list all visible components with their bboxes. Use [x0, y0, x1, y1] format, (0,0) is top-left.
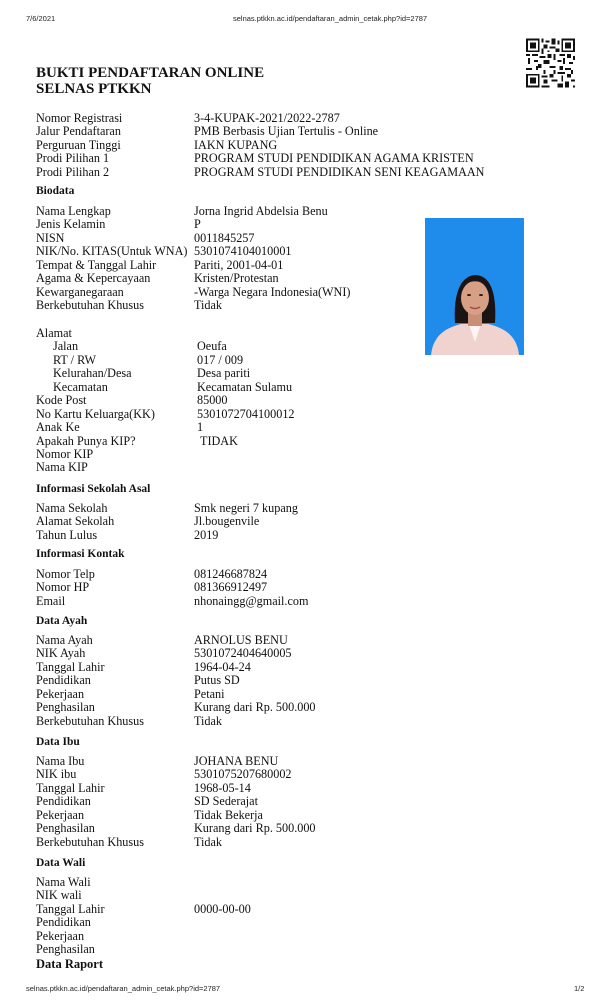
section-heading-biodata: Biodata	[36, 185, 75, 197]
info-row	[36, 568, 416, 581]
row-value: PROGRAM STUDI PENDIDIKAN AGAMA KRISTEN	[194, 151, 474, 166]
row-label: Penghasilan	[36, 821, 95, 836]
row-label: Berkebutuhan Khusus	[36, 298, 144, 313]
section-heading-ayah: Data Ayah	[36, 615, 88, 627]
row-value: Jorna Ingrid Abdelsia Benu	[194, 204, 328, 218]
row-label: Prodi Pilihan 2	[36, 164, 110, 179]
section-heading-kontak: Informasi Kontak	[36, 548, 125, 560]
info-row	[36, 701, 416, 714]
page-number: 1/2	[574, 984, 585, 993]
ayah-section	[36, 634, 416, 728]
row-value: Tidak	[194, 834, 222, 849]
info-row	[36, 768, 416, 781]
print-date: 7/6/2021	[26, 14, 56, 23]
info-row	[36, 836, 416, 849]
row-label: Pekerjaan	[36, 928, 85, 943]
info-row	[36, 367, 416, 380]
row-label: Kelurahan/Desa	[53, 366, 132, 381]
row-label: Nama Wali	[36, 875, 91, 889]
row-value: 5301072404640005	[194, 646, 292, 661]
alamat-section	[36, 327, 416, 475]
row-label: Nama Ibu	[36, 754, 85, 768]
row-label: No Kartu Keluarga(KK)	[36, 406, 155, 421]
section-heading-wali: Data Wali	[36, 857, 86, 869]
row-label: Penghasilan	[36, 700, 95, 715]
row-label: RT / RW	[53, 352, 97, 367]
info-row	[36, 286, 416, 299]
info-row	[36, 795, 416, 808]
info-row	[36, 381, 416, 394]
sekolah-section	[36, 502, 416, 542]
row-label: Apakah Punya KIP?	[36, 433, 136, 448]
info-row	[36, 822, 416, 835]
row-label: NISN	[36, 230, 65, 245]
row-label: Tanggal Lahir	[36, 901, 105, 916]
row-label: Agama & Kepercayaan	[36, 271, 151, 286]
row-label: Kecamatan	[53, 379, 108, 394]
info-row	[36, 515, 416, 528]
row-value: -Warga Negara Indonesia(WNI)	[194, 284, 351, 299]
section-heading-raport: Data Raport	[36, 957, 104, 971]
row-value: 081246687824	[194, 567, 268, 581]
row-value: 1968-05-14	[194, 780, 251, 795]
info-row	[36, 809, 416, 822]
qr-code-icon	[526, 38, 575, 88]
row-value: TIDAK	[200, 433, 238, 448]
info-row	[36, 245, 416, 258]
info-row	[36, 715, 416, 728]
row-value: PROGRAM STUDI PENDIDIKAN SENI KEAGAMAAN	[194, 164, 485, 179]
row-label: Nama Lengkap	[36, 204, 111, 218]
row-value: Oeufa	[197, 339, 227, 354]
row-value: Tidak	[194, 298, 222, 313]
info-row	[36, 661, 416, 674]
row-label: Nomor Registrasi	[36, 111, 123, 125]
row-value: Tidak	[194, 713, 222, 728]
row-value: JOHANA BENU	[194, 754, 279, 768]
applicant-photo	[425, 218, 524, 355]
page-title	[36, 65, 264, 97]
row-value: Jl.bougenvile	[194, 514, 260, 529]
row-value: 85000	[197, 393, 228, 408]
info-row	[36, 354, 416, 367]
row-value: Kurang dari Rp. 500.000	[194, 700, 316, 715]
row-label: Pendidikan	[36, 673, 91, 688]
info-row	[36, 448, 416, 461]
row-label: Email	[36, 593, 66, 608]
info-row	[36, 502, 416, 515]
row-label: Nomor HP	[36, 580, 90, 595]
row-label: Pendidikan	[36, 915, 91, 930]
info-row	[36, 232, 416, 245]
info-row	[36, 394, 416, 407]
row-value: 5301074104010001	[194, 244, 292, 259]
row-label: Nomor KIP	[36, 446, 94, 461]
row-label: NIK Ayah	[36, 646, 86, 661]
info-row	[36, 647, 416, 660]
row-value: Pariti, 2001-04-01	[194, 257, 284, 272]
row-value: 5301072704100012	[197, 406, 295, 421]
row-value: Kurang dari Rp. 500.000	[194, 821, 316, 836]
row-label: Prodi Pilihan 1	[36, 151, 110, 166]
info-row	[36, 930, 416, 943]
row-value: Smk negeri 7 kupang	[194, 501, 298, 515]
row-label: Penghasilan	[36, 942, 95, 957]
print-footer-url: selnas.ptkkn.ac.id/pendaftaran_admin_cetak.php?id=2787	[26, 984, 221, 993]
info-row	[36, 205, 416, 218]
row-value: 0011845257	[194, 230, 255, 245]
row-value: 1964-04-24	[194, 659, 251, 674]
info-row	[36, 408, 416, 421]
info-row	[36, 340, 416, 353]
row-label: Alamat	[36, 326, 72, 340]
row-label: Berkebutuhan Khusus	[36, 834, 144, 849]
info-row	[36, 674, 416, 687]
info-row	[36, 529, 416, 542]
row-label: Alamat Sekolah	[36, 514, 115, 529]
row-label: Nama Ayah	[36, 633, 93, 647]
info-row	[36, 139, 416, 152]
info-row	[36, 782, 416, 795]
info-row	[36, 112, 416, 125]
info-row	[36, 164, 485, 179]
row-value: 5301075207680002	[194, 767, 292, 782]
row-label: Nama Sekolah	[36, 501, 108, 515]
info-row	[36, 581, 416, 594]
info-row	[36, 903, 416, 916]
info-row	[36, 421, 416, 434]
registration-section	[36, 111, 485, 179]
row-label: Tempat & Tanggal Lahir	[36, 257, 157, 272]
info-row	[36, 634, 416, 647]
title-line-1: BUKTI PENDAFTARAN ONLINE	[36, 65, 265, 81]
print-header-url: selnas.ptkkn.ac.id/pendaftaran_admin_cetak.php?id=2787	[233, 14, 428, 23]
section-heading-sekolah: Informasi Sekolah Asal	[36, 483, 151, 495]
info-row	[36, 943, 416, 956]
row-label: Kewarganegaraan	[36, 284, 124, 299]
row-value: SD Sederajat	[194, 794, 258, 809]
row-value: 081366912497	[194, 580, 268, 595]
row-value: 1	[197, 420, 204, 435]
kontak-section	[36, 568, 416, 608]
row-value: Desa pariti	[197, 366, 251, 381]
row-label: Jalur Pendaftaran	[36, 124, 121, 139]
title-line-2: SELNAS PTKKN	[36, 81, 152, 97]
alamat-label-row	[36, 327, 416, 340]
ibu-section	[36, 755, 416, 849]
info-row	[36, 461, 416, 474]
row-value: Kecamatan Sulamu	[197, 379, 293, 394]
row-value: 3-4-KUPAK-2021/2022-2787	[194, 111, 340, 125]
biodata-section	[36, 205, 416, 313]
section-heading-ibu: Data Ibu	[36, 736, 80, 748]
row-label: NIK wali	[36, 888, 82, 903]
info-row	[36, 435, 416, 448]
row-label: Tanggal Lahir	[36, 780, 105, 795]
wali-section	[36, 876, 416, 957]
row-label: Perguruan Tinggi	[36, 137, 121, 152]
info-row	[36, 876, 416, 889]
row-label: NIK/No. KITAS(Untuk WNA)	[36, 244, 188, 259]
row-label: Nama KIP	[36, 460, 88, 475]
row-value: P	[194, 217, 201, 232]
row-value: IAKN KUPANG	[194, 137, 278, 152]
row-value: ARNOLUS BENU	[194, 633, 288, 647]
info-row	[36, 151, 474, 166]
row-label: Pekerjaan	[36, 686, 85, 701]
info-row	[36, 916, 416, 929]
row-label: Jenis Kelamin	[36, 217, 106, 232]
row-value: Tidak Bekerja	[194, 807, 263, 822]
row-value: Petani	[194, 686, 225, 701]
info-row	[36, 889, 416, 902]
info-row	[36, 259, 416, 272]
row-value: PMB Berbasis Ujian Tertulis - Online	[194, 124, 379, 139]
info-row	[36, 272, 416, 285]
row-value: nhonaingg@gmail.com	[194, 593, 309, 608]
row-label: Pendidikan	[36, 794, 91, 809]
info-row	[36, 299, 416, 312]
row-label: NIK ibu	[36, 767, 77, 782]
info-row	[36, 595, 416, 608]
info-row	[36, 688, 416, 701]
row-label: Tanggal Lahir	[36, 659, 105, 674]
row-label: Tahun Lulus	[36, 527, 98, 542]
row-value: Kristen/Protestan	[194, 271, 279, 286]
row-value: 0000-00-00	[194, 901, 251, 916]
info-row	[36, 755, 416, 768]
info-row	[36, 125, 416, 138]
row-label: Berkebutuhan Khusus	[36, 713, 144, 728]
row-label: Anak Ke	[36, 420, 80, 435]
row-label: Pekerjaan	[36, 807, 85, 822]
row-label: Nomor Telp	[36, 567, 95, 581]
row-value: 017 / 009	[197, 352, 244, 367]
row-value: Putus SD	[194, 673, 240, 688]
row-label: Kode Post	[36, 393, 87, 408]
row-label: Jalan	[53, 339, 79, 354]
info-row	[36, 218, 416, 231]
row-value: 2019	[194, 527, 219, 542]
